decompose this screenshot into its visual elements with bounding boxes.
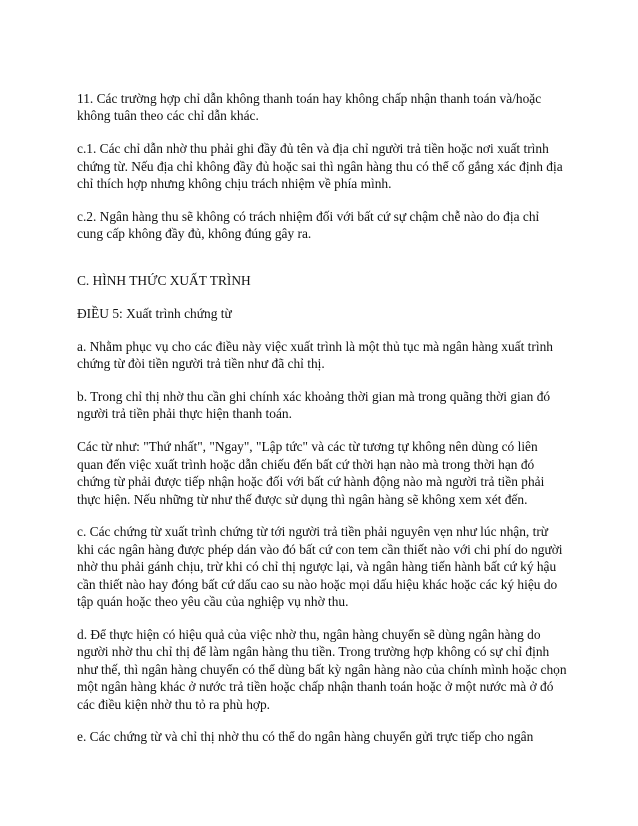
paragraph-b: b. Trong chỉ thị nhờ thu cần ghi chính xác khoảng thời gian mà trong quãng thời gian đó người trả tiền phải thực hiện thanh toán. [77, 388, 551, 422]
paragraph-c2: c.2. Ngân hàng thu sẽ không có trách nhiệm đối với bất cứ sự chậm chễ nào do địa chỉ cung cấp không đầy đủ, không đúng gây ra. [77, 209, 540, 242]
paragraph-d: d. Để thực hiện có hiệu quả của việc nhờ thu, ngân hàng chuyển sẽ dùng ngân hàng do người nhờ thu chỉ thị để làm ngân hàng thu tiền. Trong trường hợp không có sự chỉ định như thế, thì ngân hàng chuyển có thể dùng bất kỳ ngân hàng nào của chính mình hoặc chọn một ngân hàng khác ở nước trả tiền hoặc chấp nhận thanh toán hoặc ở một nước mà ở đó các điều kiện nhờ thu tỏ ra phù hợp. [77, 626, 567, 712]
document-body [77, 90, 567, 761]
section-heading: C. HÌNH THỨC XUẤT TRÌNH [77, 272, 251, 288]
article-title: ĐIỀU 5: Xuất trình chứng từ [77, 305, 232, 321]
paragraph-item-11: 11. Các trường hợp chỉ dẫn không thanh toán hay không chấp nhận thanh toán và/hoặc không tuân theo các chỉ dẫn khác. [77, 91, 542, 124]
paragraph-terms: Các từ như: "Thứ nhất", "Ngay", "Lập tức" và các từ tương tự không nên dùng có liên quan đến việc xuất trình hoặc dẫn chiếu đến bất cứ thời hạn nào mà trong thời hạn đó chứng từ phải được tiếp nhận hoặc đối với bất cứ hành động nào mà người trả tiền phải thực hiện. Nếu những từ như thế được sử dụng thì ngân hàng sẽ không xem xét đến. [77, 439, 545, 507]
paragraph-c1: c.1. Các chỉ dẫn nhờ thu phải ghi đầy đủ tên và địa chỉ người trả tiền hoặc nơi xuất trình chứng từ. Nếu địa chỉ không đầy đủ hoặc sai thì ngân hàng thu có thể cố gắng xác định địa chỉ thích hợp nhưng không chịu trách nhiệm về phía mình. [77, 141, 563, 192]
paragraph-e: e. Các chứng từ và chỉ thị nhờ thu có thể do ngân hàng chuyển gửi trực tiếp cho ngân [77, 729, 534, 745]
paragraph-a: a. Nhằm phục vụ cho các điều này việc xuất trình là một thủ tục mà ngân hàng xuất trình chứng từ đòi tiền người trả tiền như đã chỉ thị. [77, 338, 553, 372]
paragraph-c: c. Các chứng từ xuất trình chứng từ tới người trả tiền phải nguyên vẹn như lúc nhận, trừ khi các ngân hàng được phép dán vào đó bất cứ con tem cần thiết nào với chi phí do người nhờ thu phải gánh chịu, trừ khi có chỉ thị ngược lại, và ngân hàng tiến hành bất cứ ký hậu cần thiết nào hay đóng bất cứ dấu cao su nào hoặc mọi dấu hiệu khác hoặc các ký hiệu do tập quán hoặc theo yêu cầu của nghiệp vụ nhờ thu. [77, 524, 563, 610]
